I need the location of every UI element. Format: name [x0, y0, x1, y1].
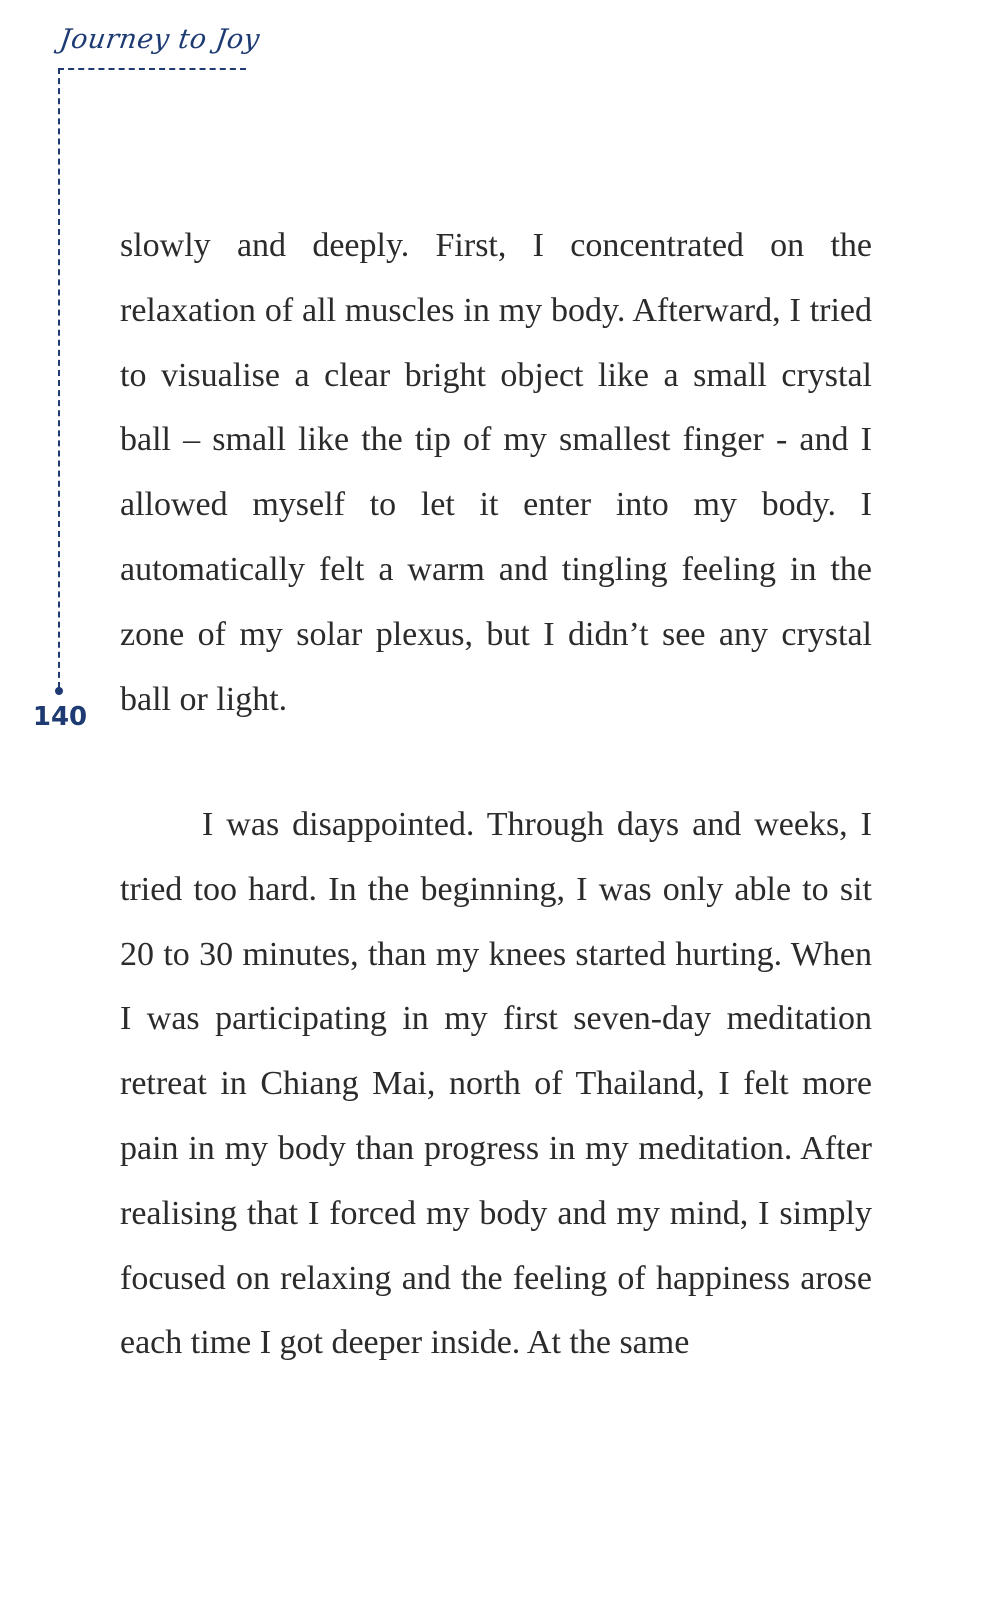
paragraph-2: I was disappointed. Through days and weeks, I tried too hard. In the beginning, I was only able to sit 20 to 30 minutes, than my knees started hurting. When I was participating in my first seven-day meditation retreat in Chiang Mai, north of Thailand, I felt more pain in my body than progress in my meditation. After realising that I forced my body and my mind, I simply focused on relaxing and the feeling of happiness arose each time I got deeper inside. At the same — [120, 806, 872, 1362]
paragraph-1: slowly and deeply. First, I concentrated on the relaxation of all muscles in my body. Afterward, I tried to visualise a clear bright object like a small crystal ball – small like the tip of my smallest finger - and I allowed myself to let it enter into my body. I automatically felt a warm and tingling feeling in the zone of my solar plexus, but I didn’t see any crystal ball or light. — [120, 227, 872, 718]
margin-rule-dot — [55, 687, 63, 695]
running-title: Journey to Joy — [57, 24, 262, 55]
page-number: 140 — [32, 702, 88, 732]
header-dashed-rule — [58, 68, 246, 70]
margin-dashed-rule — [58, 68, 60, 688]
